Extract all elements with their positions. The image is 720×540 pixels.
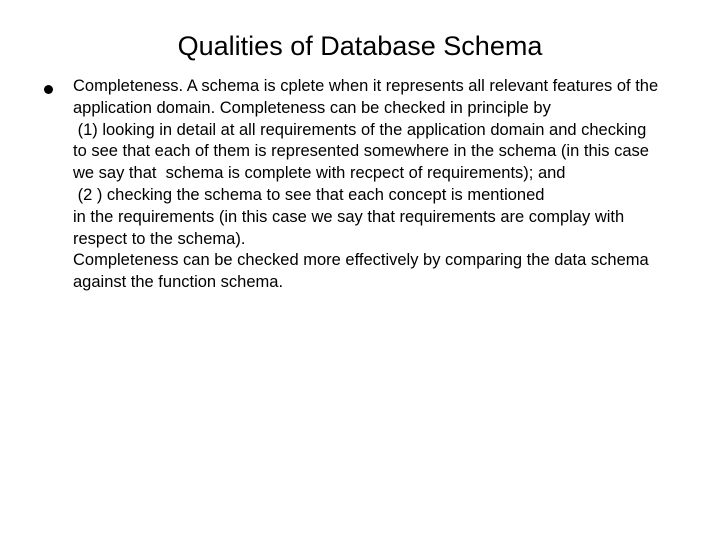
text-line: (1) looking in detail at all requirements of the application domain and checking [73, 120, 647, 139]
text-line: application domain. Completeness can be checked in principle by [73, 98, 551, 117]
text-line: (2 ) checking the schema to see that each concept is mentioned [73, 185, 545, 204]
bullet-text [73, 76, 718, 294]
text-line: Completeness. A schema is cplete when it represents all relevant features of the [73, 77, 659, 95]
bullet-dot-icon [44, 85, 53, 94]
text-line: against the function schema. [73, 273, 284, 292]
slide-title: Qualities of Database Schema [177, 31, 543, 61]
text-line: we say that schema is complete with recpect of requirements); and [73, 164, 566, 183]
text-line: to see that each of them is represented somewhere in the schema (in this case [73, 142, 649, 161]
text-line: Completeness can be checked more effectively by comparing the data schema [73, 251, 649, 270]
text-line: respect to the schema). [73, 229, 246, 248]
text-line: in the requirements (in this case we say that requirements are complay with [73, 207, 625, 226]
